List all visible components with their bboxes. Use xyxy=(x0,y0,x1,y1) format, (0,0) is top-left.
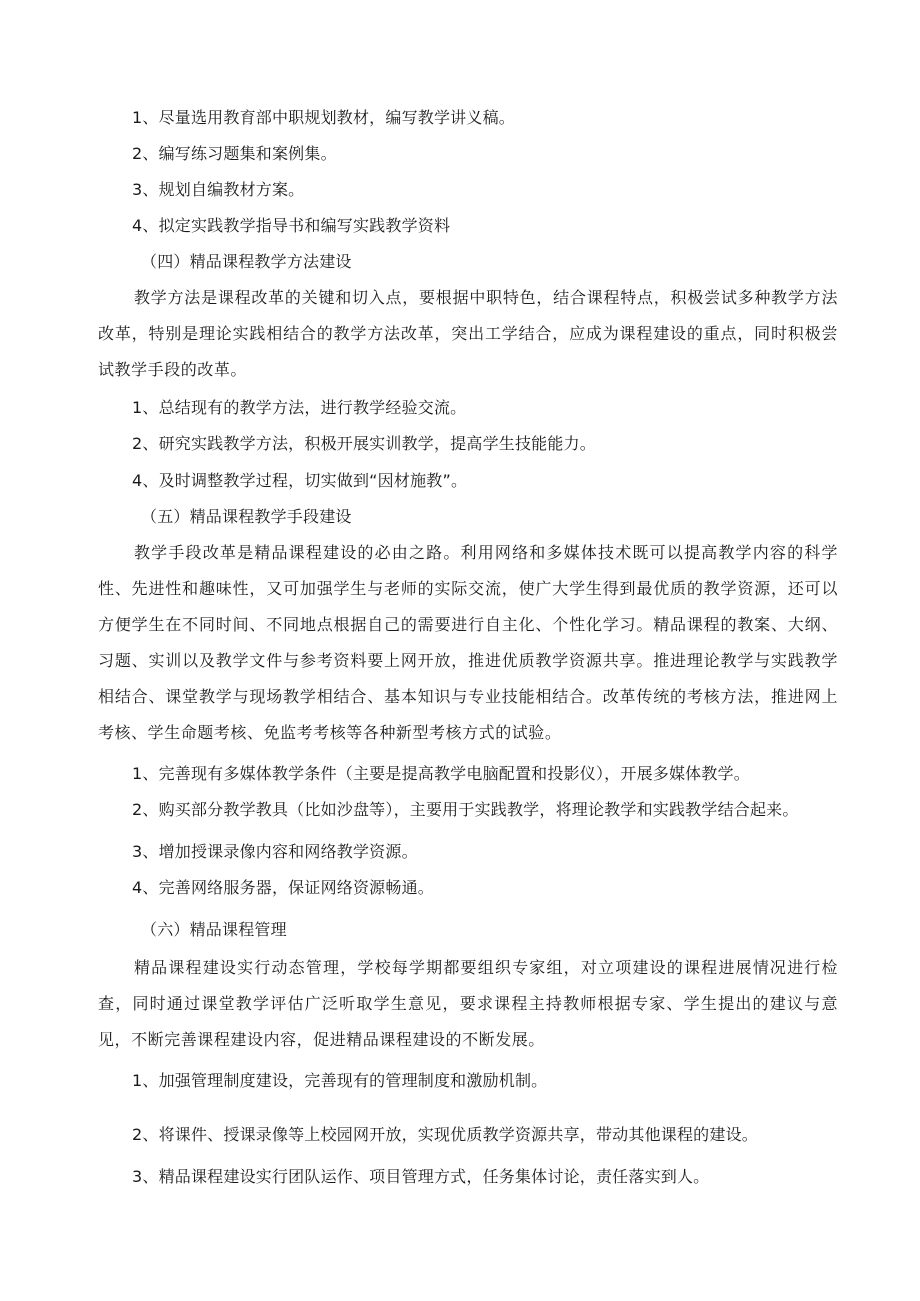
list-item: 1、尽量选用教育部中职规划教材，编写教学讲义稿。 xyxy=(132,108,515,127)
list-item: 2、编写练习题集和案例集。 xyxy=(132,144,337,163)
list-item: 4、拟定实践教学指导书和编写实践教学资料 xyxy=(132,216,451,235)
section-paragraph: 教学方法是课程改革的关键和切入点，要根据中职特色，结合课程特点，积极尝试多种教学方法改革，特别是理论实践相结合的教学方法改革，突出工学结合，应成为课程建设的重点，同时积极尝试教学手段的改革。 xyxy=(98,288,838,379)
section-paragraph: 精品课程建设实行动态管理，学校每学期都要组织专家组，对立项建设的课程进展情况进行检查，同时通过课堂教学评估广泛听取学生意见，要求课程主持教师根据专家、学生提出的建议与意见，不断完善课程建设内容，促进精品课程建设的不断发展。 xyxy=(98,958,838,1049)
list-item: 3、规划自编教材方案。 xyxy=(132,180,305,199)
list-item: 1、加强管理制度建设，完善现有的管理制度和激励机制。 xyxy=(132,1071,548,1090)
list-item: 1、完善现有多媒体教学条件（主要是提高教学电脑配置和投影仪），开展多媒体教学。 xyxy=(132,764,750,783)
list-item: 2、将课件、授课录像等上校园网开放，实现优质教学资源共享，带动其他课程的建设。 xyxy=(132,1125,758,1144)
section-paragraph: 教学手段改革是精品课程建设的必由之路。利用网络和多媒体技术既可以提高教学内容的科学性、先进性和趣味性，又可加强学生与老师的实际交流，使广大学生得到最优质的教学资源，还可以方便学生在不同时间、不同地点根据自己的需要进行自主化、个性化学习。精品课程的教案、大纲、习题、实训以及教学文件与参考资料要上网开放，推进优质教学资源共享。推进理论教学与实践教学相结合、课堂教学与现场教学相结合、基本知识与专业技能相结合。改革传统的考核方法，推进网上考核、学生命题考核、免监考考核等各种新型考核方式的试验。 xyxy=(98,543,838,742)
list-item: 4、完善网络服务器，保证网络资源畅通。 xyxy=(132,878,434,897)
list-item: 2、研究实践教学方法，积极开展实训教学，提高学生技能能力。 xyxy=(132,434,596,453)
section-heading: （四）精品课程教学方法建设 xyxy=(141,252,352,271)
list-item: 3、精品课程建设实行团队运作、项目管理方式，任务集体讨论，责任落实到人。 xyxy=(132,1167,710,1186)
list-item: 1、总结现有的教学方法，进行教学经验交流。 xyxy=(132,398,467,417)
list-item: 2、购买部分教学教具（比如沙盘等），主要用于实践教学，将理论教学和实践教学结合起来。 xyxy=(132,800,799,819)
section-heading: （六）精品课程管理 xyxy=(141,920,287,939)
list-item: 4、及时调整教学过程，切实做到“因材施教”。 xyxy=(132,471,468,490)
list-item: 3、增加授课录像内容和网络教学资源。 xyxy=(132,842,418,861)
section-heading: （五）精品课程教学手段建设 xyxy=(141,507,352,526)
